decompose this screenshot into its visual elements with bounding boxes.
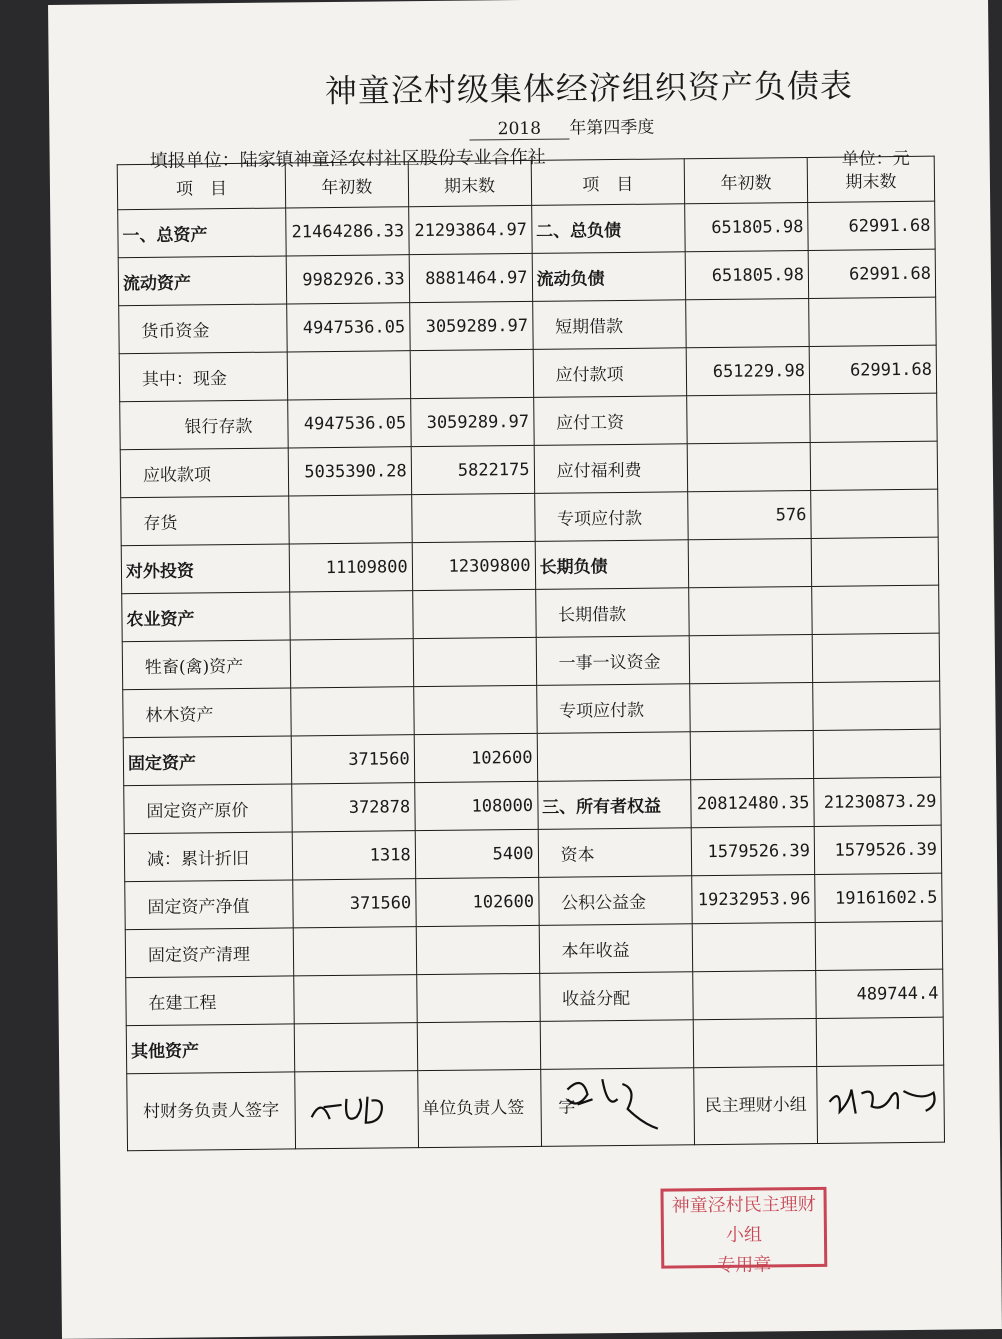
- right-start-value: [692, 922, 815, 971]
- left-end-value: 102600: [414, 733, 537, 782]
- left-start-value: 21464286.33: [286, 207, 409, 256]
- right-item-label: 专项应付款: [536, 684, 690, 734]
- header-item: 项 目: [117, 163, 285, 210]
- right-start-value: [690, 682, 813, 731]
- left-item-label: 存货: [121, 496, 289, 546]
- right-start-value: [690, 730, 813, 779]
- left-start-value: [290, 591, 413, 640]
- group-signature: [817, 1065, 945, 1143]
- left-end-value: [417, 1021, 540, 1070]
- table-row: [118, 249, 935, 306]
- left-start-value: 371560: [291, 735, 414, 784]
- left-item-label: 其他资产: [126, 1024, 294, 1074]
- official-stamp: [660, 1187, 827, 1277]
- right-item-label: 短期借款: [532, 300, 686, 350]
- left-end-value: 102600: [415, 877, 538, 926]
- left-end-value: 3059289.97: [409, 301, 532, 350]
- left-end-value: [416, 973, 539, 1022]
- finance-signature-scribble: [301, 1076, 412, 1137]
- right-start-value: [693, 970, 816, 1019]
- right-end-value: [813, 729, 941, 778]
- table-row: [123, 681, 940, 738]
- left-start-value: 4947536.05: [287, 303, 410, 352]
- left-item-label: 在建工程: [126, 976, 294, 1026]
- right-start-value: [688, 538, 811, 587]
- left-end-value: 108000: [414, 781, 537, 830]
- right-end-value: [811, 537, 939, 586]
- right-item-label: 本年收益: [539, 924, 693, 974]
- left-item-label: 银行存款: [120, 400, 288, 450]
- table-row: [124, 825, 941, 882]
- table-row: [122, 585, 939, 642]
- left-item-label: 其中：现金: [119, 352, 287, 402]
- left-end-value: [412, 589, 535, 638]
- table-row: [126, 969, 943, 1026]
- right-start-value: 651805.98: [685, 203, 808, 252]
- period-year: 2018: [469, 119, 569, 141]
- header-end: 期末数: [807, 156, 934, 202]
- unit-signature-scribble: [547, 1068, 688, 1139]
- left-item-label: 固定资产清理: [125, 928, 293, 978]
- right-end-value: [811, 489, 939, 538]
- right-end-value: 21230873.29: [814, 777, 942, 826]
- signature-row: [127, 1065, 945, 1151]
- right-end-value: 62991.68: [808, 249, 936, 298]
- left-end-value: 5822175: [411, 445, 534, 494]
- left-start-value: 1318: [292, 831, 415, 880]
- left-end-value: [416, 925, 539, 974]
- group-signature-scribble: [821, 1071, 942, 1132]
- right-end-value: 62991.68: [808, 201, 936, 250]
- right-start-value: [687, 395, 810, 444]
- right-item-label: 公积公益金: [538, 876, 692, 926]
- left-start-value: [287, 351, 410, 400]
- currency-unit: 单位：元: [841, 148, 910, 170]
- right-start-value: 20812480.35: [691, 778, 814, 827]
- right-item-label: 应付工资: [533, 396, 687, 446]
- table-row: [125, 921, 942, 978]
- table-row: [120, 441, 937, 498]
- right-item-label: 三、所有者权益: [537, 780, 691, 830]
- right-item-label: 专项应付款: [534, 492, 688, 542]
- right-end-value: 489744.4: [816, 969, 944, 1018]
- left-item-label: 牲畜(禽)资产: [122, 640, 290, 690]
- finance-signature-label: 村财务负责人签字: [127, 1072, 296, 1151]
- right-end-value: [810, 441, 938, 490]
- left-item-label: 减：累计折旧: [124, 832, 292, 882]
- document-paper: [48, 0, 1002, 1339]
- right-start-value: [686, 299, 809, 348]
- right-item-label: 一事一议资金: [536, 636, 690, 686]
- left-item-label: 一、总资产: [118, 208, 286, 258]
- right-end-value: [809, 297, 937, 346]
- header-start: 年初数: [684, 158, 807, 204]
- finance-signature: [295, 1071, 419, 1149]
- left-start-value: [294, 1023, 417, 1072]
- report-period: [469, 113, 654, 141]
- table-row: [119, 345, 936, 402]
- right-start-value: 651805.98: [685, 251, 808, 300]
- right-item-label: 流动负债: [532, 252, 686, 302]
- left-start-value: [290, 639, 413, 688]
- stamp-line-1: 神童泾村民主理财小组: [671, 1193, 816, 1246]
- right-start-value: [689, 634, 812, 683]
- left-item-label: 固定资产净值: [125, 880, 293, 930]
- table-row: [123, 729, 940, 786]
- unit-signature-label: 单位负责人签 字: [417, 1069, 541, 1147]
- reporting-unit: 填报单位：陆家镇神童泾农村社区股份专业合作社: [149, 146, 546, 172]
- right-item-label: 长期负债: [535, 540, 689, 590]
- right-start-value: 19232953.96: [692, 874, 815, 923]
- left-end-value: [413, 685, 536, 734]
- left-item-label: 货币资金: [119, 304, 287, 354]
- right-start-value: [687, 443, 810, 492]
- right-end-value: 1579526.39: [814, 825, 942, 874]
- document-title: 神童泾村级集体经济组织资产负债表: [324, 66, 854, 111]
- left-start-value: 9982926.33: [286, 255, 409, 304]
- left-end-value: [413, 637, 536, 686]
- left-item-label: 固定资产: [123, 736, 291, 786]
- header-item: 项 目: [531, 159, 685, 206]
- right-item-label: 应付福利费: [534, 444, 688, 494]
- right-end-value: [816, 1017, 944, 1066]
- left-item-label: 固定资产原价: [124, 784, 292, 834]
- left-end-value: [411, 493, 534, 542]
- right-start-value: 1579526.39: [691, 826, 814, 875]
- left-start-value: [294, 975, 417, 1024]
- unit-signature: [540, 1068, 694, 1147]
- right-item-label: 长期借款: [535, 588, 689, 638]
- right-start-value: [689, 586, 812, 635]
- table-row: [118, 201, 935, 258]
- right-item-label: 二、总负债: [531, 204, 685, 254]
- table-row: [124, 777, 941, 834]
- left-start-value: [293, 927, 416, 976]
- balance-sheet-table: [117, 156, 945, 1152]
- left-start-value: [291, 687, 414, 736]
- right-item-label: 收益分配: [539, 972, 693, 1022]
- right-start-value: 651229.98: [686, 347, 809, 396]
- header-end: 期末数: [408, 160, 531, 206]
- left-start-value: 5035390.28: [288, 447, 411, 496]
- left-start-value: 372878: [292, 783, 415, 832]
- left-end-value: 21293864.97: [408, 205, 531, 254]
- left-end-value: [410, 349, 533, 398]
- left-end-value: 5400: [415, 829, 538, 878]
- left-start-value: [289, 495, 412, 544]
- stamp-line-2: 专用章: [717, 1254, 772, 1277]
- table-row: [125, 873, 942, 930]
- left-end-value: 12309800: [412, 541, 535, 590]
- right-end-value: [815, 921, 943, 970]
- right-end-value: [812, 585, 940, 634]
- right-start-value: [693, 1018, 816, 1067]
- right-item-label: [537, 732, 691, 782]
- right-end-value: 62991.68: [809, 345, 937, 394]
- right-item-label: 资本: [538, 828, 692, 878]
- left-end-value: 3059289.97: [410, 397, 533, 446]
- table-row: [126, 1017, 943, 1074]
- right-end-value: [810, 393, 938, 442]
- table-row: [121, 537, 938, 594]
- right-end-value: 19161602.5: [815, 873, 943, 922]
- table-row: [121, 489, 938, 546]
- period-suffix: 年第四季度: [569, 117, 655, 139]
- right-item-label: [540, 1020, 694, 1070]
- right-end-value: [813, 681, 941, 730]
- left-start-value: 371560: [293, 879, 416, 928]
- left-item-label: 应收款项: [120, 448, 288, 498]
- left-item-label: 流动资产: [118, 256, 286, 306]
- right-start-value: 576: [688, 490, 811, 539]
- group-signature-label: 民主理财小组: [694, 1066, 818, 1144]
- header-start: 年初数: [285, 162, 408, 208]
- left-item-label: 林木资产: [123, 688, 291, 738]
- table-row: [119, 297, 936, 354]
- table-row: [120, 393, 937, 450]
- right-item-label: 应付款项: [533, 348, 687, 398]
- left-start-value: 4947536.05: [288, 399, 411, 448]
- left-start-value: 11109800: [289, 543, 412, 592]
- right-end-value: [812, 633, 940, 682]
- table-row: [122, 633, 939, 690]
- left-end-value: 8881464.97: [409, 253, 532, 302]
- left-item-label: 农业资产: [122, 592, 290, 642]
- left-item-label: 对外投资: [121, 544, 289, 594]
